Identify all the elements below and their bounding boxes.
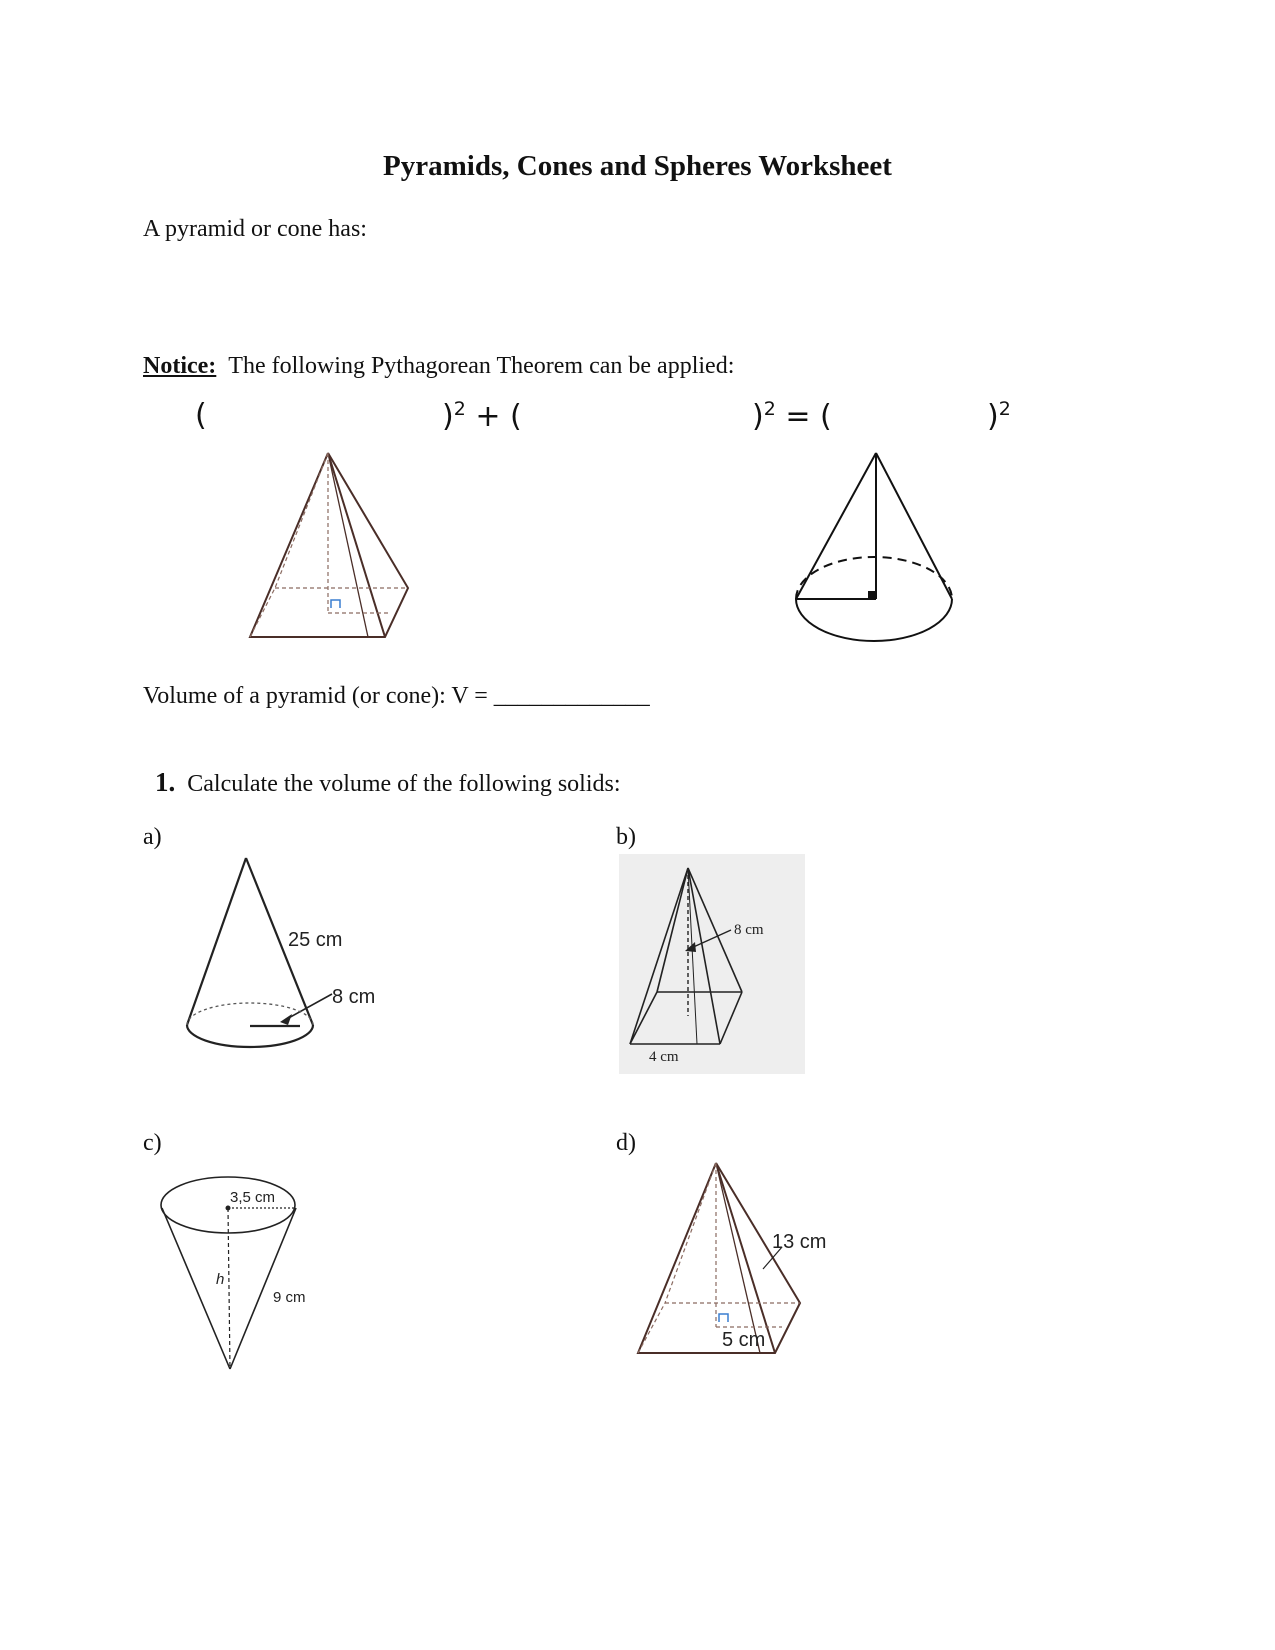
figure-b-pyramid bbox=[619, 854, 805, 1074]
formula-term-2: )$^2$ = ( bbox=[752, 398, 832, 434]
right-angle-icon bbox=[868, 591, 876, 599]
notice-text: The following Pythagorean Theorem can be applied: bbox=[228, 353, 735, 379]
figure-c-slant-label: 9 cm bbox=[273, 1289, 306, 1306]
figure-d-base-label: 5 cm bbox=[722, 1329, 766, 1351]
figure-b-slant-label: 8 cm bbox=[734, 922, 764, 938]
cone-diagram bbox=[790, 448, 960, 648]
problem-b-label: b) bbox=[616, 824, 636, 850]
figure-a-radius-label: 8 cm bbox=[332, 986, 376, 1008]
formula-term-1: )$^2$ + ( bbox=[442, 398, 522, 434]
figure-c-height-label: h bbox=[216, 1271, 225, 1288]
notice-line bbox=[143, 353, 734, 380]
problem-d-label: d) bbox=[616, 1130, 636, 1156]
pyramid-diagram bbox=[240, 445, 420, 645]
question-number: 1. bbox=[155, 767, 176, 797]
page-title: Pyramids, Cones and Spheres Worksheet bbox=[383, 150, 892, 182]
question-1 bbox=[155, 767, 621, 798]
figure-a-cone bbox=[180, 850, 400, 1060]
formula-open-paren: ( bbox=[195, 398, 207, 433]
right-angle-icon bbox=[719, 1314, 728, 1322]
question-text: Calculate the volume of the following solids: bbox=[187, 771, 621, 797]
volume-formula-line: Volume of a pyramid (or cone): V = _____________ bbox=[143, 683, 650, 709]
intro-text: A pyramid or cone has: bbox=[143, 216, 367, 242]
right-angle-icon bbox=[331, 600, 340, 608]
figure-b-base-label: 4 cm bbox=[649, 1049, 679, 1065]
figure-d-slant-label: 13 cm bbox=[772, 1231, 827, 1253]
formula-term-3: )$^2$ bbox=[987, 398, 1011, 434]
figure-c-radius-label: 3,5 cm bbox=[230, 1189, 276, 1206]
problem-a-label: a) bbox=[143, 824, 162, 850]
figure-a-slant-label: 25 cm bbox=[288, 929, 343, 951]
problem-c-label: c) bbox=[143, 1130, 162, 1156]
notice-label: Notice: bbox=[143, 353, 217, 379]
figure-c-cone bbox=[150, 1170, 340, 1405]
figure-d-pyramid bbox=[630, 1155, 840, 1365]
